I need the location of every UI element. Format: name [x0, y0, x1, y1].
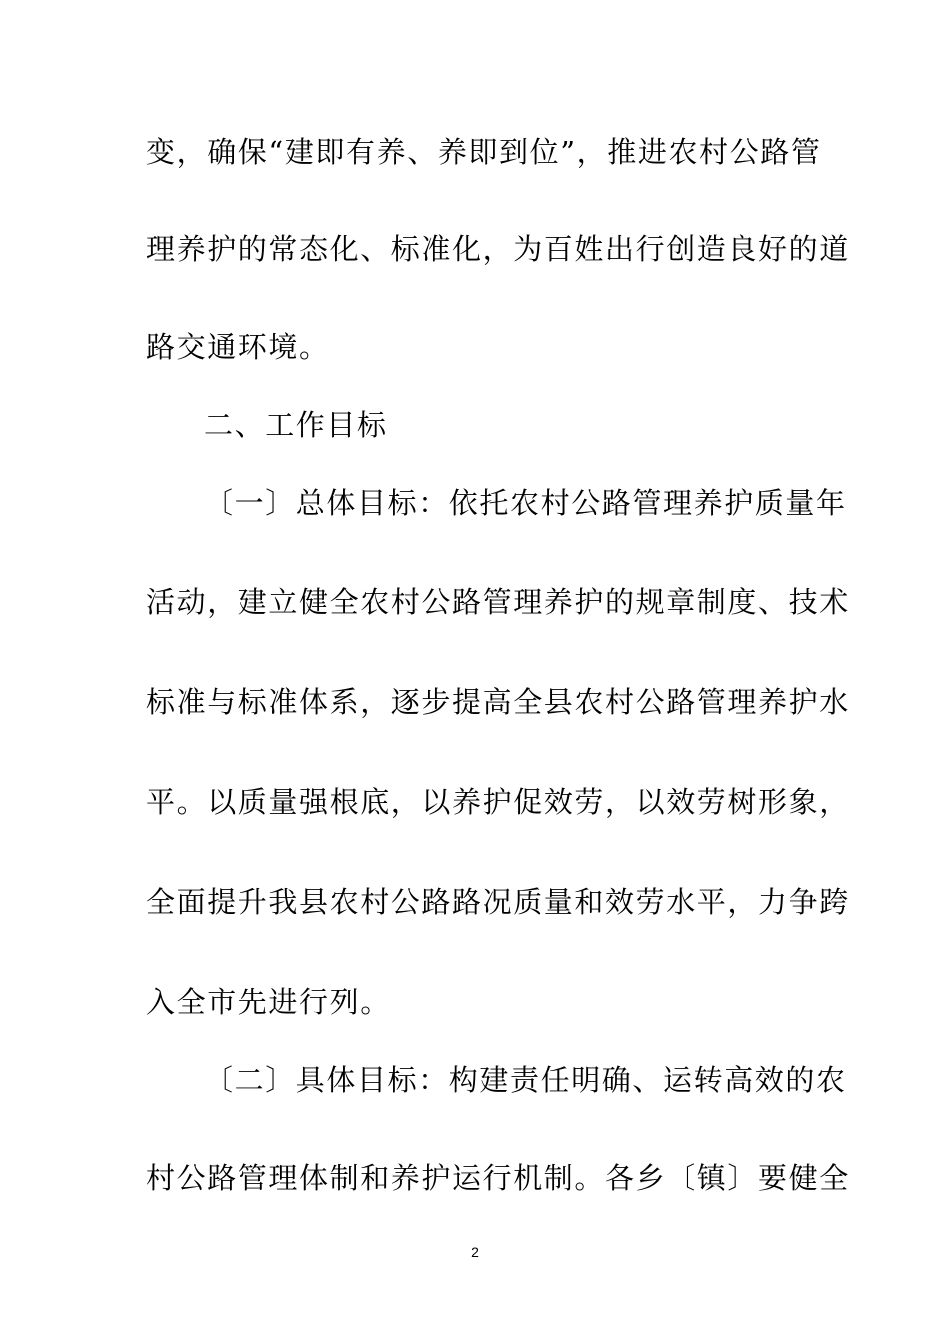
- paragraph-line: 理养护的常态化、标准化，为百姓出行创造良好的道: [146, 232, 850, 266]
- paragraph-line: 标准与标准体系，逐步提高全县农村公路管理养护水: [146, 685, 850, 719]
- paragraph-line: 全面提升我县农村公路路况质量和效劳水平，力争跨: [146, 885, 850, 919]
- section-heading: 二、工作目标: [204, 408, 388, 442]
- paragraph-line: 变，确保“建即有养、养即到位”，推进农村公路管: [146, 135, 822, 169]
- paragraph-line: 活动，建立健全农村公路管理养护的规章制度、技术: [146, 585, 850, 619]
- paragraph-line: 〔二〕具体目标：构建责任明确、运转高效的农: [204, 1063, 847, 1097]
- page-number: 2: [471, 1244, 479, 1260]
- paragraph-line: 〔一〕总体目标：依托农村公路管理养护质量年: [204, 486, 847, 520]
- paragraph-line: 村公路管理体制和养护运行机制。各乡〔镇〕要健全: [146, 1161, 850, 1195]
- paragraph-line: 路交通环境。: [146, 330, 330, 364]
- paragraph-line: 入全市先进行列。: [146, 985, 391, 1019]
- paragraph-line: 平。以质量强根底，以养护促效劳，以效劳树形象，: [146, 785, 850, 819]
